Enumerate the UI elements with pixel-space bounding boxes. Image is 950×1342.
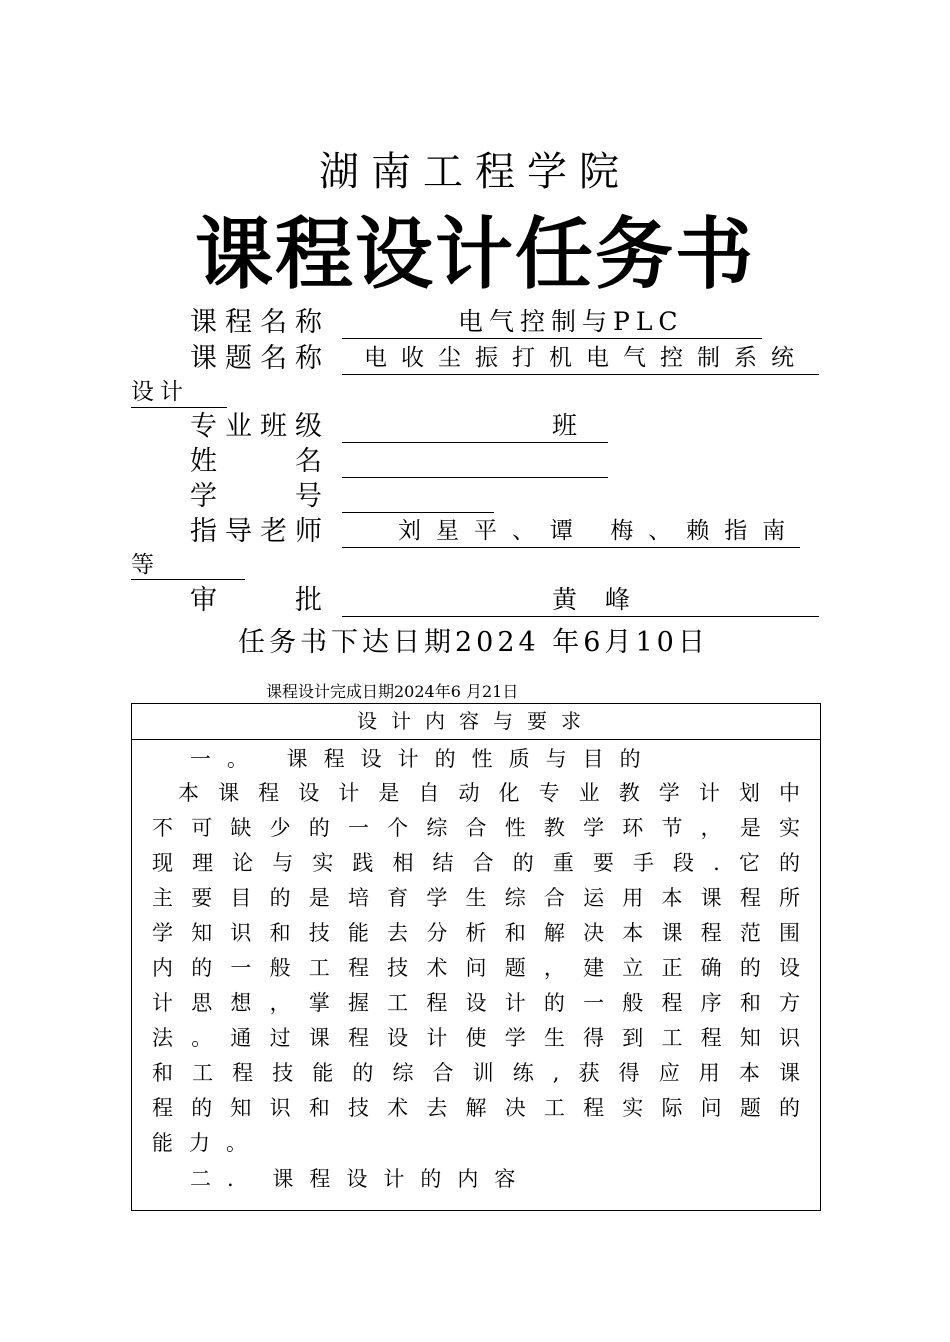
- complete-date: 课程设计完成日期2024年6 月21日: [266, 682, 519, 701]
- paragraph-line: 本 课 程 设 计 是 自 动 化 专 业 教 学 计 划 中: [178, 781, 800, 805]
- advisor-label: 指导老师: [190, 516, 330, 547]
- course-label: 课程名称: [190, 307, 330, 338]
- paragraph-line: 主 要 目 的 是 培 育 学 生 综 合 运 用 本 课 程 所: [152, 886, 800, 910]
- issue-date: 任务书下达日期2024 年6月10日: [238, 627, 709, 658]
- approve-value: 黄 峰: [552, 585, 640, 614]
- content-box: [131, 703, 821, 1211]
- topic-label: 课题名称: [190, 343, 330, 374]
- advisor-value-line1: 刘星平、谭 梅、赖指南: [398, 518, 801, 544]
- course-value: 电气控制与PLC: [458, 307, 684, 336]
- major-label: 专业班级: [190, 411, 330, 442]
- id-label: 学 号: [190, 481, 330, 512]
- document-title: 课程设计任务书: [194, 210, 755, 300]
- paragraph-line: 计 思 想 ， 掌 握 工 程 设 计 的 一 般 程 序 和 方: [152, 991, 800, 1015]
- topic-value-line2: 设计: [131, 379, 189, 405]
- paragraph-line: 不 可 缺 少 的 一 个 综 合 性 教 学 环 节 ， 是 实: [152, 816, 800, 840]
- major-value: 班: [552, 411, 578, 440]
- content-heading: 设计内容与要求: [132, 704, 820, 740]
- paragraph-line: 程 的 知 识 和 技 术 去 解 决 工 程 实 际 问 题 的: [152, 1096, 800, 1120]
- name-underline: [342, 445, 608, 478]
- section1-title: 一。 课程设计的性质与目的: [190, 747, 657, 771]
- paragraph-line: 学 知 识 和 技 能 去 分 析 和 解 决 本 课 程 范 围: [152, 921, 800, 945]
- section2-title: 二. 课程设计的内容: [190, 1167, 532, 1191]
- paragraph-line: 内 的 一 般 工 程 技 术 问 题 ， 建 立 正 确 的 设: [152, 956, 800, 980]
- topic-value-line1: 电收尘振打机电气控制系统: [364, 345, 808, 371]
- paragraph-line: 和 工 程 技 能 的 综 合 训 练 , 获 得 应 用 本 课: [152, 1061, 800, 1085]
- advisor-value-line2: 等: [131, 552, 160, 578]
- name-label: 姓 名: [190, 446, 330, 477]
- id-underline: [342, 480, 494, 513]
- school-name: 湖南工程学院: [319, 149, 631, 195]
- paragraph-line: 法 。 通 过 课 程 设 计 使 学 生 得 到 工 程 知 识: [152, 1026, 800, 1050]
- paragraph-line: 现 理 论 与 实 践 相 结 合 的 重 要 手 段 . 它 的: [152, 851, 800, 875]
- approve-label: 审 批: [190, 585, 330, 616]
- paragraph-line: 能力。: [152, 1131, 263, 1155]
